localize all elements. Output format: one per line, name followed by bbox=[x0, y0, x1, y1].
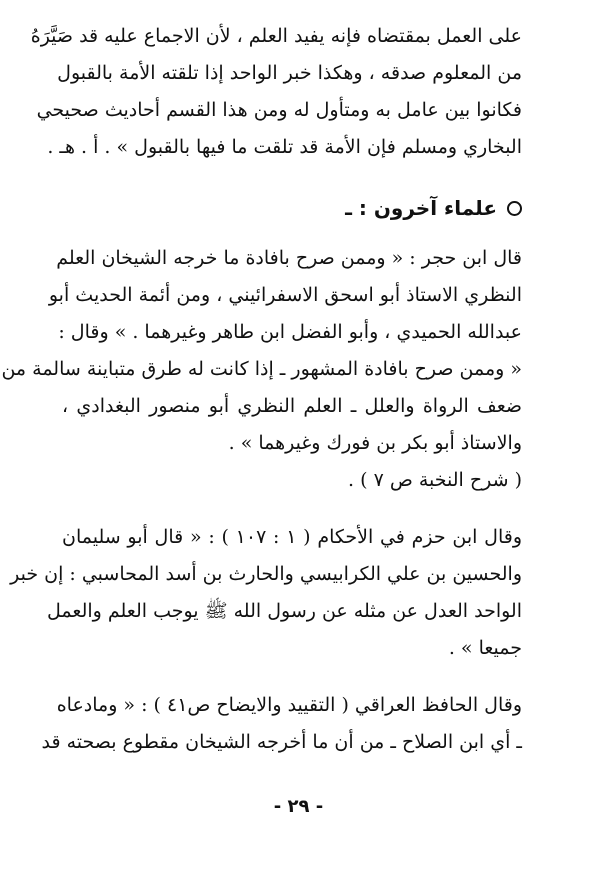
page-number: - ٢٩ - bbox=[273, 796, 324, 817]
ibn-hajar-paragraph bbox=[1, 240, 522, 499]
text-line: عبدالله الحميدي ، وأبو الفضل ابن طاهر وغيرهما . » وقال : bbox=[58, 321, 522, 343]
text-line: « وممن صرح بافادة المشهور ـ إذا كانت له طرق متباينة سالمة من bbox=[1, 358, 522, 380]
text-line: ـ أي ابن الصلاح ـ من أن ما أخرجه الشيخان مقطوع بصحته قد bbox=[41, 731, 522, 753]
iraqi-paragraph bbox=[41, 687, 522, 761]
text-line: البخاري ومسلم فإن الأمة قد تلقت ما فيها بالقبول » . أ . هـ . bbox=[47, 136, 522, 158]
text-line: وقال ابن حزم في الأحكام ( ١ : ١٠٧ ) : « قال أبو سليمان bbox=[62, 526, 522, 548]
circle-bullet-icon bbox=[507, 201, 522, 216]
text-line: والحسين بن علي الكرابيسي والحارث بن أسد المحاسبي : إن خبر bbox=[10, 563, 522, 585]
text-line: الواحد العدل عن مثله عن رسول الله ﷺ يوجب العلم والعمل bbox=[47, 600, 522, 622]
text-line: قال ابن حجر : « وممن صرح بافادة ما خرجه الشيخان العلم bbox=[56, 247, 522, 269]
ibn-hazm-paragraph bbox=[10, 519, 522, 667]
text-line: وقال الحافظ العراقي ( التقييد والايضاح ص٤١ ) : « ومادعاه bbox=[56, 694, 522, 716]
text-line: على العمل بمقتضاه فإنه يفيد العلم ، لأن الاجماع عليه قد صَيَّرَهُ bbox=[30, 25, 522, 47]
text-line: النظري الاستاذ أبو اسحق الاسفرائيني ، ومن أئمة الحديث أبو bbox=[48, 284, 522, 306]
section-heading bbox=[62, 196, 522, 220]
citation-line: ( شرح النخبة ص ٧ ) . bbox=[348, 469, 522, 491]
intro-paragraph bbox=[30, 18, 522, 166]
page-body bbox=[1, 18, 522, 761]
text-line: والاستاذ أبو بكر بن فورك وغيرهما » . bbox=[228, 432, 522, 454]
section-heading-text: علماء آخرون : ـ bbox=[345, 196, 497, 220]
text-line: من المعلوم صدقه ، وهكذا خبر الواحد إذا تلقته الأمة بالقبول bbox=[57, 62, 522, 84]
text-line: ضعف الرواة والعلل ـ العلم النظري أبو منصور البغدادي ، bbox=[62, 395, 522, 417]
text-line: جميعا » . bbox=[448, 637, 522, 659]
text-line: فكانوا بين عامل به ومتأول له ومن هذا القسم أحاديث صحيحي bbox=[36, 99, 522, 121]
